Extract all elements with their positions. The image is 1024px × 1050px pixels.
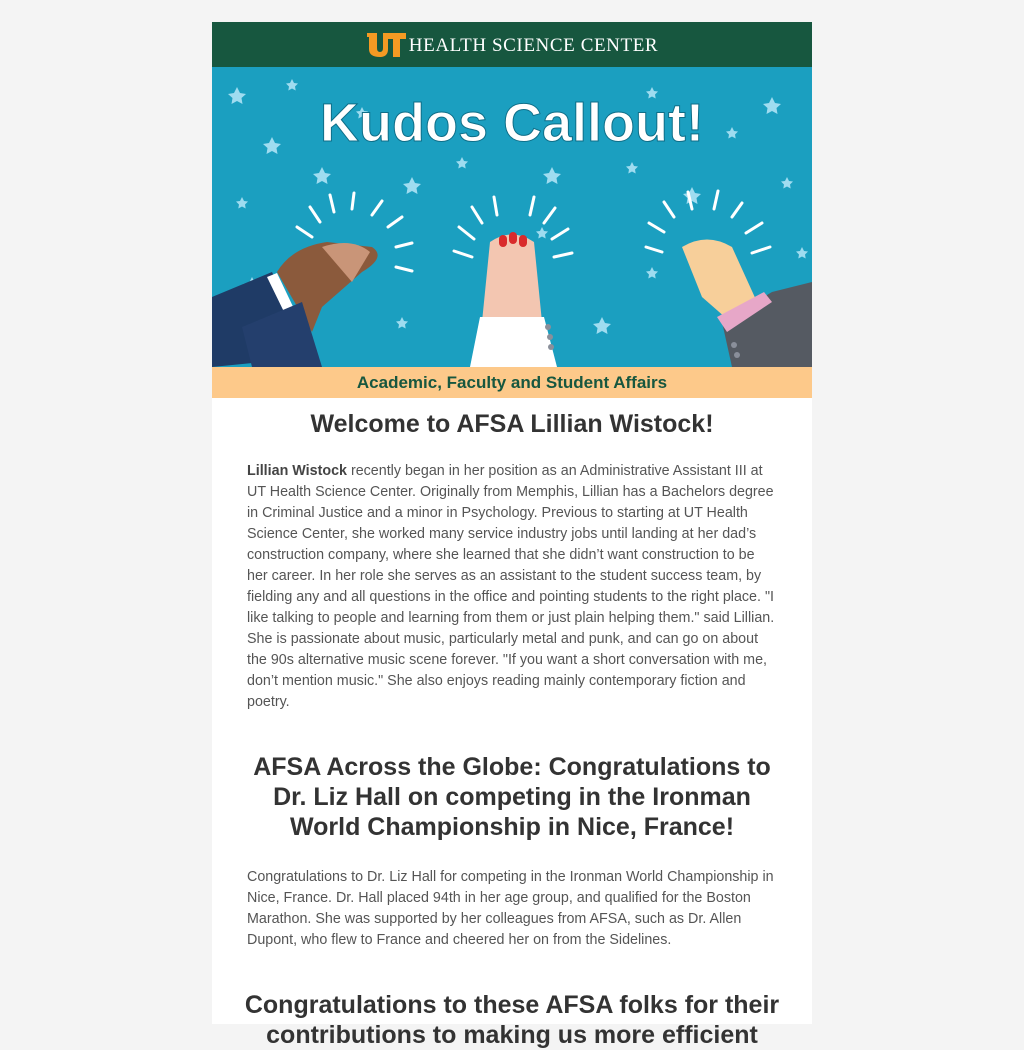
- article-body-welcome: [247, 461, 777, 713]
- lead-name: Lillian Wistock: [247, 463, 347, 479]
- logo-text: HEALTH SCIENCE CENTER: [408, 34, 659, 56]
- article-title-efficiency: Congratulations to these AFSA folks for their contributions to making us more efficient: [244, 991, 780, 1049]
- department-label: Academic, Faculty and Student Affairs: [356, 372, 668, 392]
- welcome-body-text: recently began in her position as an Administrative Assistant III at UT Health Science Center. Originally from Memphis, Lillian has a Bachelors degree in Criminal Justice and a minor in Psychology. Previous to starting at UT Health Science Center, she worked many service industry jobs until landing at her dad’s construction company, where she learned that she didn’t want construction to be her career. In her role she serves as an assistant to the student success team, by fielding any and all questions in the office and pointing students to the right place. "I like talking to people and learning from them or just plain helping them." said Lillian. She is passionate about music, particularly metal and punk, and can go on about the 90s alternative music scene forever. "If you want a short conversation with me, don’t mention music." She also enjoys reading mainly contemporary fiction and poetry.: [247, 463, 775, 710]
- kudos-hero-banner: [212, 67, 812, 367]
- ut-logo-icon[interactable]: [366, 32, 406, 58]
- department-banner: [212, 367, 812, 398]
- newsletter-content: [212, 410, 812, 1050]
- hero-title: Kudos Callout!: [320, 93, 704, 153]
- email-container: [212, 22, 812, 1049]
- article-body-ironman: Congratulations to Dr. Liz Hall for competing in the Ironman World Championship in Nice, France. Dr. Hall placed 94th in her age group, and qualified for the Boston Marathon. She was supported by her colleagues from AFSA, such as Dr. Allen Dupont, who flew to France and cheered her on from the Sidelines.: [247, 869, 774, 948]
- article-title-welcome: Welcome to AFSA Lillian Wistock!: [310, 410, 714, 438]
- article-title-ironman: AFSA Across the Globe: Congratulations to Dr. Liz Hall on competing in the Ironman World Championship in Nice, France!: [253, 753, 771, 841]
- header-bar: [212, 22, 812, 67]
